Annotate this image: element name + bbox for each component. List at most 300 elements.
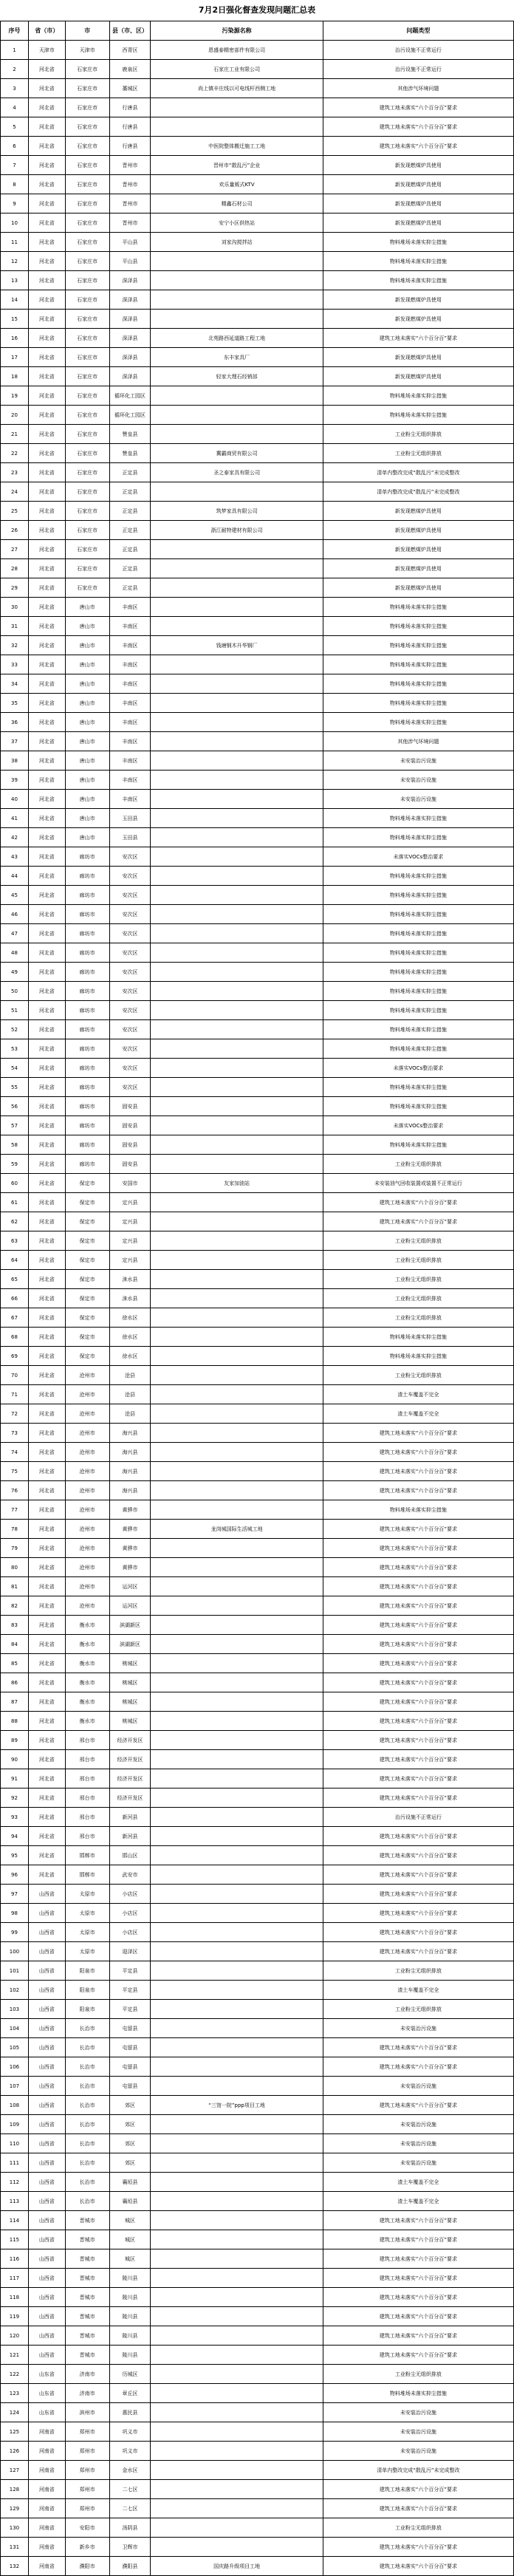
row-province: 河北省: [29, 559, 66, 578]
row-problem-type: 建筑工地未落实“六个百分百”要求: [379, 1794, 457, 1801]
row-pollution-source: [151, 98, 323, 117]
row-pollution-source: [151, 290, 323, 309]
row-province: 河北省: [29, 1328, 66, 1346]
table-row: [1, 2019, 513, 2038]
table-row: [1, 1865, 513, 1885]
row-index: 50: [1, 982, 29, 1000]
row-index: 67: [1, 1308, 29, 1327]
row-province: 河北省: [29, 1500, 66, 1519]
row-province: 河北省: [29, 905, 66, 923]
row-county: 武安市: [110, 1865, 151, 1884]
table-row: [1, 1635, 513, 1654]
row-pollution-source: 浙江耐特建材有限公司: [151, 521, 323, 539]
table-row: [1, 636, 513, 655]
table-row: [1, 655, 513, 674]
row-problem-type: 新发现燃煤炉具使用: [394, 219, 442, 226]
row-county: 黄骅市: [110, 1520, 151, 1538]
row-province: 山西省: [29, 2307, 66, 2326]
row-pollution-source: [151, 1846, 323, 1865]
row-problem-type: 物料堆场未落实抑尘措施: [389, 834, 447, 841]
row-problem-type: 工业粉尘无组织排放: [394, 2524, 442, 2531]
row-problem-type: 建筑工地未落实“六个百分百”要求: [379, 1583, 457, 1590]
row-county: 丰南区: [110, 713, 151, 731]
row-county: 襄垣县: [110, 2173, 151, 2191]
row-city: 晋城市: [66, 2307, 110, 2326]
row-city: 长治市: [66, 2019, 110, 2037]
row-problem-type: 建筑工地未落实“六个百分百”要求: [379, 1718, 457, 1724]
row-province: 山西省: [29, 2019, 66, 2037]
table-row: [1, 1212, 513, 1231]
row-county: 郊区: [110, 2134, 151, 2153]
row-problem-type: 物料堆场未落实抑尘措施: [389, 1506, 447, 1513]
table-row: [1, 1500, 513, 1520]
header-city: 市: [66, 21, 110, 40]
row-problem-type: 建筑工地未落实“六个百分百”要求: [379, 2351, 457, 2358]
row-province: 山西省: [29, 2134, 66, 2153]
row-province: 山西省: [29, 2211, 66, 2230]
row-province: 河北省: [29, 636, 66, 655]
row-problem-type: 建筑工地未落实“六个百分百”要求: [379, 1429, 457, 1436]
row-index: 30: [1, 598, 29, 616]
row-city: 沧州市: [66, 1596, 110, 1615]
row-index: 58: [1, 1135, 29, 1154]
row-city: 石家庄市: [66, 252, 110, 270]
row-pollution-source: [151, 2403, 323, 2422]
row-county: 丰南区: [110, 694, 151, 712]
table-row: [1, 425, 513, 444]
table-row: [1, 2518, 513, 2538]
row-index: 44: [1, 867, 29, 885]
row-index: 113: [1, 2192, 29, 2210]
row-province: 河南省: [29, 2499, 66, 2518]
table-row: [1, 828, 513, 847]
row-province: 河北省: [29, 1193, 66, 1212]
row-index: 87: [1, 1692, 29, 1711]
row-province: 河北省: [29, 1308, 66, 1327]
row-province: 河北省: [29, 771, 66, 789]
row-province: 河北省: [29, 1462, 66, 1480]
table-row: [1, 1155, 513, 1174]
table-row: [1, 1059, 513, 1078]
row-index: 128: [1, 2480, 29, 2498]
row-pollution-source: [151, 1135, 323, 1154]
row-province: 山西省: [29, 2077, 66, 2095]
row-city: 晋城市: [66, 2230, 110, 2249]
table-row: [1, 1961, 513, 1981]
row-county: 徐水区: [110, 1328, 151, 1346]
row-city: 长治市: [66, 2153, 110, 2172]
row-index: 98: [1, 1904, 29, 1922]
row-province: 河北省: [29, 213, 66, 232]
table-row: [1, 809, 513, 828]
row-city: 石家庄市: [66, 194, 110, 213]
row-county: 深泽县: [110, 271, 151, 290]
row-index: 68: [1, 1328, 29, 1346]
row-pollution-source: [151, 2134, 323, 2153]
table-row: [1, 2422, 513, 2442]
row-pollution-source: [151, 1673, 323, 1692]
row-pollution-source: [151, 1558, 323, 1576]
row-index: 62: [1, 1212, 29, 1231]
row-city: 沧州市: [66, 1558, 110, 1576]
row-province: 山西省: [29, 2230, 66, 2249]
row-city: 石家庄市: [66, 386, 110, 405]
row-pollution-source: 圣之泰家具有限公司: [151, 463, 323, 482]
row-problem-type: 物料堆场未落实抑尘措施: [389, 1007, 447, 1014]
row-province: 河北省: [29, 117, 66, 136]
row-county: 安次区: [110, 1059, 151, 1077]
row-index: 21: [1, 425, 29, 443]
table-row: [1, 2288, 513, 2307]
row-problem-type: 建筑工地未落实“六个百分百”要求: [379, 1622, 457, 1628]
row-pollution-source: [151, 540, 323, 558]
table-row: [1, 790, 513, 809]
row-city: 石家庄市: [66, 406, 110, 424]
row-pollution-source: [151, 2518, 323, 2537]
row-problem-type: 工业粉尘无组织排放: [394, 431, 442, 437]
row-index: 99: [1, 1923, 29, 1941]
row-province: 河北省: [29, 1788, 66, 1807]
row-problem-type: 物料堆场未落实抑尘措施: [389, 872, 447, 879]
row-pollution-source: [151, 1961, 323, 1980]
row-problem-type: 未落实VOCs整治要求: [393, 1122, 444, 1129]
row-problem-type: 物料堆场未落实抑尘措施: [389, 680, 447, 687]
row-problem-type: 建筑工地未落实“六个百分百”要求: [379, 1775, 457, 1782]
table-row: [1, 1577, 513, 1596]
row-pollution-source: [151, 828, 323, 847]
row-problem-type: 物料堆场未落实抑尘措施: [389, 1045, 447, 1052]
row-city: 沧州市: [66, 1500, 110, 1519]
row-index: 93: [1, 1808, 29, 1826]
row-problem-type: 治污设施不正常运行: [394, 66, 442, 72]
row-index: 101: [1, 1961, 29, 1980]
row-county: 晋州市: [110, 213, 151, 232]
row-city: 阳泉市: [66, 1981, 110, 1999]
table-row: [1, 1193, 513, 1212]
row-county: 卫辉市: [110, 2538, 151, 2556]
row-county: 赞皇县: [110, 444, 151, 462]
table-row: [1, 2038, 513, 2057]
table-row: [1, 2096, 513, 2115]
row-problem-type: 工业粉尘无组织排放: [394, 1237, 442, 1244]
row-index: 43: [1, 847, 29, 866]
row-city: 沧州市: [66, 1385, 110, 1404]
row-pollution-source: [151, 1750, 323, 1769]
row-problem-type: 治污设施不正常运行: [394, 47, 442, 53]
row-problem-type: 新发现燃煤炉具使用: [394, 181, 442, 188]
table-row: [1, 1981, 513, 2000]
row-problem-type: 建筑工地未落实“六个百分百”要求: [379, 2543, 457, 2550]
row-index: 51: [1, 1001, 29, 1019]
row-problem-type: 建筑工地未落实“六个百分百”要求: [379, 2236, 457, 2243]
row-problem-type: 建筑工地未落实“六个百分百”要求: [379, 2102, 457, 2108]
row-pollution-source: [151, 771, 323, 789]
row-index: 10: [1, 213, 29, 232]
row-county: 深泽县: [110, 367, 151, 386]
row-pollution-source: [151, 1692, 323, 1711]
row-county: 平山县: [110, 252, 151, 270]
row-problem-type: 渣土车覆盖不完全: [397, 1391, 439, 1398]
row-index: 25: [1, 502, 29, 520]
row-county: 安次区: [110, 886, 151, 904]
row-city: 郑州市: [66, 2480, 110, 2498]
row-pollution-source: [151, 2326, 323, 2345]
row-index: 72: [1, 1404, 29, 1423]
row-pollution-source: [151, 1078, 323, 1096]
row-problem-type: 建筑工地未落实“六个百分百”要求: [379, 1564, 457, 1571]
row-pollution-source: 龙岗城国际生活城工地: [151, 1520, 323, 1538]
row-problem-type: 未安装治污设施: [400, 2447, 436, 2454]
row-problem-type: 未安装油气回收装置或装置不正常运行: [374, 1180, 462, 1186]
row-province: 河北省: [29, 1769, 66, 1788]
row-province: 河北省: [29, 732, 66, 751]
row-pollution-source: [151, 2077, 323, 2095]
row-pollution-source: [151, 1808, 323, 1826]
table-row: [1, 329, 513, 348]
row-city: 阳泉市: [66, 2000, 110, 2018]
row-province: 河北省: [29, 1539, 66, 1557]
row-county: 海兴县: [110, 1481, 151, 1500]
row-city: 邢台市: [66, 1827, 110, 1845]
table-row: [1, 617, 513, 636]
row-province: 河北省: [29, 1020, 66, 1039]
table-row: [1, 1750, 513, 1769]
row-province: 河北省: [29, 1270, 66, 1288]
table-row: [1, 502, 513, 521]
row-city: 唐山市: [66, 771, 110, 789]
row-city: 石家庄市: [66, 540, 110, 558]
row-province: 山西省: [29, 2192, 66, 2210]
table-row: [1, 578, 513, 598]
row-index: 89: [1, 1731, 29, 1749]
row-province: 河北省: [29, 674, 66, 693]
row-pollution-source: [151, 578, 323, 597]
row-pollution-source: [151, 2019, 323, 2037]
row-city: 唐山市: [66, 713, 110, 731]
table-row: [1, 1308, 513, 1328]
table-row: [1, 1885, 513, 1904]
row-province: 河北省: [29, 98, 66, 117]
row-problem-type: 新发现燃煤炉具使用: [394, 296, 442, 303]
row-province: 河北省: [29, 963, 66, 981]
row-city: 廊坊市: [66, 1078, 110, 1096]
table-row: [1, 771, 513, 790]
row-index: 49: [1, 963, 29, 981]
row-province: 河南省: [29, 2557, 66, 2576]
row-problem-type: 建筑工地未落实“六个百分百”要求: [379, 1929, 457, 1936]
row-problem-type: 建筑工地未落实“六个百分百”要求: [379, 2563, 457, 2569]
row-index: 69: [1, 1347, 29, 1365]
row-province: 河北省: [29, 1596, 66, 1615]
row-province: 河南省: [29, 2518, 66, 2537]
row-city: 石家庄市: [66, 559, 110, 578]
row-city: 廊坊市: [66, 1020, 110, 1039]
row-index: 7: [1, 156, 29, 174]
row-problem-type: 工业粉尘无组织排放: [394, 1314, 442, 1321]
row-pollution-source: [151, 655, 323, 674]
row-city: 廊坊市: [66, 1059, 110, 1077]
row-index: 91: [1, 1769, 29, 1788]
row-city: 石家庄市: [66, 521, 110, 539]
row-city: 廊坊市: [66, 1039, 110, 1058]
row-province: 河北省: [29, 1155, 66, 1173]
row-city: 石家庄市: [66, 98, 110, 117]
row-county: 正定县: [110, 540, 151, 558]
table-row: [1, 751, 513, 771]
row-problem-type: 建筑工地未落实“六个百分百”要求: [379, 2275, 457, 2281]
table-row: [1, 2115, 513, 2134]
row-province: 山西省: [29, 2249, 66, 2268]
row-pollution-source: [151, 2538, 323, 2556]
row-city: 沧州市: [66, 1404, 110, 1423]
row-pollution-source: [151, 1020, 323, 1039]
row-pollution-source: [151, 1712, 323, 1730]
row-city: 邢台市: [66, 1788, 110, 1807]
table-row: [1, 559, 513, 578]
row-county: 行唐县: [110, 137, 151, 155]
row-problem-type: 建筑工地未落实“六个百分百”要求: [379, 1487, 457, 1494]
row-problem-type: 清单内整改完成“散乱污”未完成整改: [377, 469, 460, 476]
row-pollution-source: [151, 1155, 323, 1173]
row-county: 邯山区: [110, 1846, 151, 1865]
row-problem-type: 工业粉尘无组织排放: [394, 2371, 442, 2377]
row-problem-type: 建筑工地未落实“六个百分百”要求: [379, 2486, 457, 2493]
row-index: 53: [1, 1039, 29, 1058]
row-problem-type: 新发现燃煤炉具使用: [394, 354, 442, 361]
row-province: 河北省: [29, 847, 66, 866]
row-city: 衡水市: [66, 1654, 110, 1673]
row-problem-type: 工业粉尘无组织排放: [394, 2006, 442, 2012]
row-city: 长治市: [66, 2173, 110, 2191]
row-county: 海兴县: [110, 1443, 151, 1461]
row-index: 20: [1, 406, 29, 424]
row-city: 晋城市: [66, 2249, 110, 2268]
table-row: [1, 2057, 513, 2077]
row-county: 经济开发区: [110, 1750, 151, 1769]
row-pollution-source: [151, 1059, 323, 1077]
row-county: 丰南区: [110, 617, 151, 635]
table-row: [1, 137, 513, 156]
row-pollution-source: [151, 2442, 323, 2460]
row-county: 小店区: [110, 1904, 151, 1922]
row-problem-type: 物料堆场未落实抑尘措施: [389, 642, 447, 649]
row-problem-type: 治污设施不正常运行: [394, 1814, 442, 1820]
row-index: 115: [1, 2230, 29, 2249]
row-county: 涞水县: [110, 1270, 151, 1288]
row-county: 正定县: [110, 521, 151, 539]
row-county: 安次区: [110, 1039, 151, 1058]
table-row: [1, 2461, 513, 2480]
row-city: 石家庄市: [66, 290, 110, 309]
row-county: 藁城区: [110, 79, 151, 98]
table-row: [1, 271, 513, 290]
table-row: [1, 2153, 513, 2173]
table-row: [1, 1328, 513, 1347]
row-pollution-source: [151, 1289, 323, 1308]
row-county: 正定县: [110, 482, 151, 501]
row-city: 廊坊市: [66, 867, 110, 885]
row-pollution-source: [151, 1942, 323, 1961]
row-pollution-source: [151, 598, 323, 616]
row-pollution-source: [151, 2211, 323, 2230]
row-problem-type: 建筑工地未落实“六个百分百”要求: [379, 2332, 457, 2339]
row-city: 沧州市: [66, 1462, 110, 1480]
row-index: 82: [1, 1596, 29, 1615]
row-index: 15: [1, 310, 29, 328]
row-county: 行唐县: [110, 98, 151, 117]
row-county: 金水区: [110, 2461, 151, 2479]
row-problem-type: 物料堆场未落实抑尘措施: [389, 277, 447, 284]
table-row: [1, 1654, 513, 1673]
row-pollution-source: [151, 1039, 323, 1058]
row-pollution-source: [151, 2422, 323, 2441]
row-city: 长治市: [66, 2192, 110, 2210]
row-problem-type: 物料堆场未落实抑尘措施: [389, 1141, 447, 1148]
row-province: 河北省: [29, 655, 66, 674]
row-index: 22: [1, 444, 29, 462]
row-city: 郑州市: [66, 2422, 110, 2441]
table-row: [1, 1039, 513, 1059]
row-problem-type: 物料堆场未落实抑尘措施: [389, 2390, 447, 2396]
table-row: [1, 924, 513, 943]
row-province: 山东省: [29, 2384, 66, 2402]
table-row: [1, 2499, 513, 2518]
row-pollution-source: [151, 1462, 323, 1480]
row-county: 晋州市: [110, 156, 151, 174]
row-problem-type: 建筑工地未落实“六个百分百”要求: [379, 2255, 457, 2262]
row-city: 石家庄市: [66, 156, 110, 174]
table-row: [1, 674, 513, 694]
row-county: 经济开发区: [110, 1731, 151, 1749]
row-city: 廊坊市: [66, 1116, 110, 1135]
row-pollution-source: 国庆路升级项目工地: [151, 2557, 323, 2576]
row-index: 19: [1, 386, 29, 405]
row-city: 邯郸市: [66, 1865, 110, 1884]
row-county: 城区: [110, 2249, 151, 2268]
row-city: 保定市: [66, 1193, 110, 1212]
row-problem-type: 物料堆场未落实抑尘措施: [389, 911, 447, 918]
row-problem-type: 建筑工地未落实“六个百分百”要求: [379, 335, 457, 341]
row-index: 14: [1, 290, 29, 309]
row-pollution-source: 友家加油站: [151, 1174, 323, 1192]
row-city: 石家庄市: [66, 502, 110, 520]
row-county: 屯留县: [110, 2077, 151, 2095]
row-pollution-source: [151, 2346, 323, 2364]
row-pollution-source: [151, 713, 323, 731]
row-pollution-source: [151, 1827, 323, 1845]
row-county: 沧县: [110, 1385, 151, 1404]
row-pollution-source: [151, 2499, 323, 2518]
row-city: 邢台市: [66, 1769, 110, 1788]
row-county: 玉田县: [110, 809, 151, 827]
row-pollution-source: [151, 1251, 323, 1269]
row-city: 济南市: [66, 2384, 110, 2402]
row-county: 赞皇县: [110, 425, 151, 443]
row-pollution-source: [151, 1385, 323, 1404]
row-problem-type: 未落实VOCs整治要求: [393, 1065, 444, 1071]
row-index: 40: [1, 790, 29, 808]
row-index: 116: [1, 2249, 29, 2268]
row-pollution-source: [151, 2461, 323, 2479]
row-county: 陵川县: [110, 2288, 151, 2306]
table-row: [1, 1788, 513, 1808]
row-city: 晋城市: [66, 2211, 110, 2230]
table-row: [1, 963, 513, 982]
row-province: 河北省: [29, 1366, 66, 1384]
row-pollution-source: [151, 482, 323, 501]
row-pollution-source: [151, 1231, 323, 1250]
row-county: 小店区: [110, 1885, 151, 1903]
